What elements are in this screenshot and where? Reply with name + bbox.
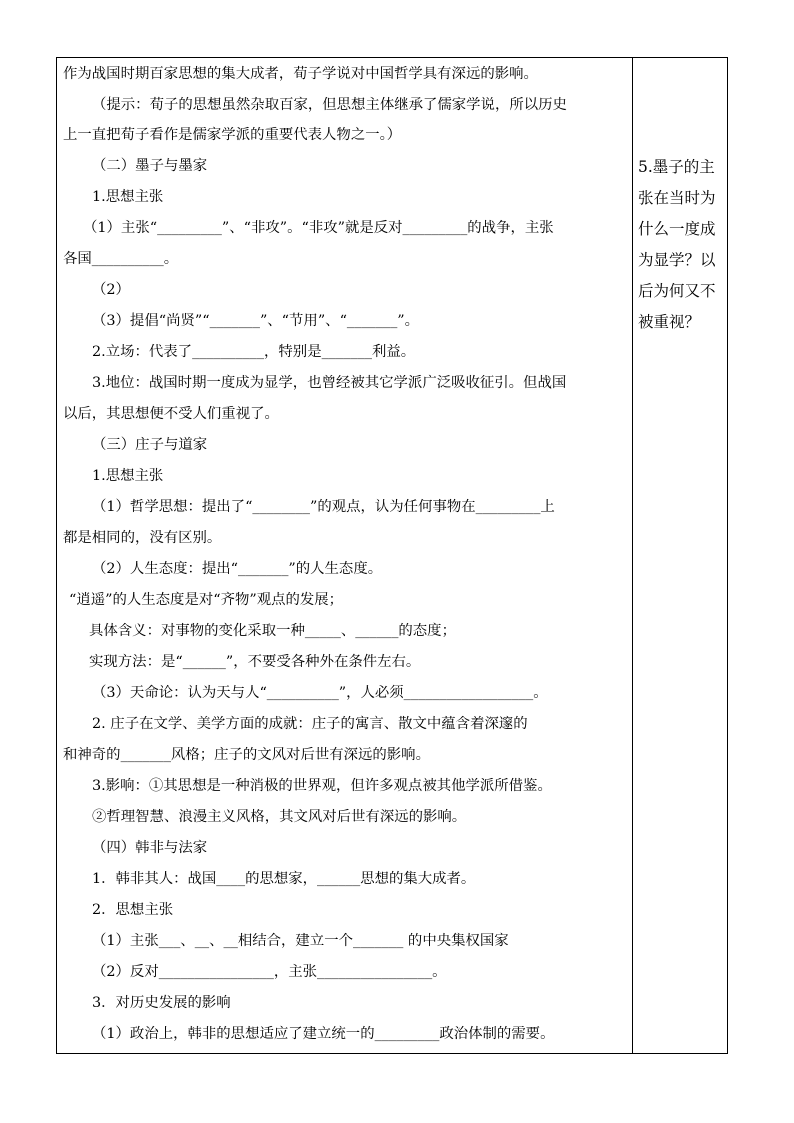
side-question-line: 被重视？ [638, 313, 701, 331]
text-line: 3.地位：战国时期一度成为显学，也曾经被其它学派广泛吸收征引。但战国 [92, 375, 567, 391]
side-question-line: 张在当时为 [638, 189, 716, 207]
side-question-line: 5.墨子的主 [638, 158, 715, 176]
text-line: 和神奇的_______风格；庄子的文风对后世有深远的影响。 [63, 747, 430, 763]
text-line: （1）主张“_________”、“非攻”。“非攻”就是反对_________的战争，主张 [83, 220, 554, 236]
text-line: 实现方法：是“______”，不要受各种外在条件左右。 [89, 654, 421, 670]
side-question-line: 后为何又不 [638, 282, 716, 300]
text-line: 具体含义：对事物的变化采取一种_____、______的态度； [89, 623, 456, 639]
column-divider [632, 57, 633, 1054]
text-line: （3）天命论：认为天与人“__________”，人必须__________________。 [92, 685, 548, 701]
text-line: （2） [92, 282, 130, 298]
sub-heading: 2．思想主张 [92, 902, 174, 918]
section-heading: （三）庄子与道家 [92, 437, 208, 453]
sub-heading: 3．对历史发展的影响 [92, 995, 231, 1011]
text-line: 各国__________。 [63, 251, 179, 267]
text-line: （2）反对________________，主张________________。 [92, 964, 447, 980]
text-line: 以后，其思想便不受人们重视了。 [63, 406, 279, 422]
text-line: （1）政治上，韩非的思想适应了建立统一的_________政治体制的需要。 [92, 1026, 555, 1042]
text-line: 2.立场：代表了__________，特别是_______利益。 [92, 344, 416, 360]
sub-heading: 1.思想主张 [92, 189, 164, 205]
section-heading: （四）韩非与法家 [92, 840, 208, 856]
text-line: （3）提倡“尚贤”“_______”、“节用”、“_______”。 [92, 313, 420, 329]
text-line: 2. 庄子在文学、美学方面的成就：庄子的寓言、散文中蕴含着深邃的 [92, 716, 528, 732]
text-line: 作为战国时期百家思想的集大成者，荀子学说对中国哲学具有深远的影响。 [63, 66, 538, 82]
text-line: （2）人生态度：提出“_______”的人生态度。 [92, 561, 383, 577]
text-line: 都是相同的，没有区别。 [63, 530, 222, 546]
text-line: （提示：荀子的思想虽然杂取百家，但思想主体继承了儒家学说，所以历史 [92, 97, 567, 113]
text-line: （1）主张___、__、__相结合，建立一个_______ 的中央集权国家 [92, 933, 509, 949]
side-question-line: 什么一度成 [638, 220, 716, 238]
text-line: 1．韩非其人：战国____的思想家，______思想的集大成者。 [92, 871, 476, 887]
text-line: 3.影响：①其思想是一种消极的世界观，但许多观点被其他学派所借鉴。 [92, 778, 552, 794]
sub-heading: 1.思想主张 [92, 468, 164, 484]
text-line: “逍遥”的人生态度是对“齐物”观点的发展； [69, 592, 344, 608]
side-question-line: 为显学？以 [638, 251, 716, 269]
text-line: ②哲理智慧、浪漫主义风格，其文风对后世有深远的影响。 [92, 809, 467, 825]
text-line: （1）哲学思想：提出了“________”的观点，认为任何事物在_________上 [92, 499, 555, 515]
section-heading: （二）墨子与墨家 [92, 158, 208, 174]
text-line: 上一直把荀子看作是儒家学派的重要代表人物之一。） [63, 127, 402, 143]
